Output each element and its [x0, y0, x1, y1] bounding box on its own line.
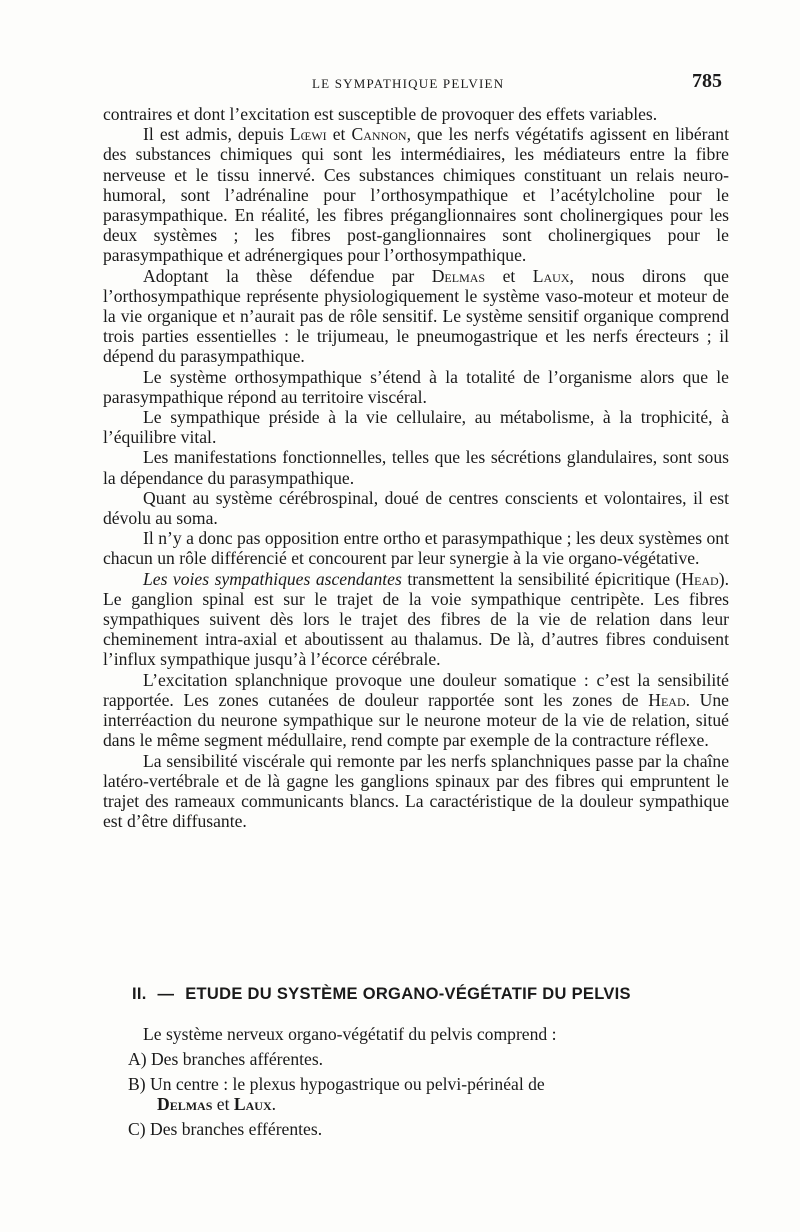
- running-header: [0, 70, 800, 98]
- paragraph: La sensibilité viscérale qui remonte par les nerfs splanchniques passe par la chaîne latéro-vertébrale et de là gagne les ganglions spinaux par des fibres qui empruntent le trajet des rameaux communicants blancs. La caractéristique de la douleur sympathique est d’être diffusante.: [103, 750, 729, 832]
- paragraph: Quant au système cérébrospinal, doué de centres conscients et volontaires, il est dévolu au soma.: [103, 487, 729, 529]
- section-dash: —: [157, 985, 175, 1003]
- paragraph: [103, 569, 729, 670]
- text-run: et: [485, 265, 533, 286]
- list-item-a: A) Des branches afférentes.: [128, 1049, 324, 1069]
- author-name: Delmas: [157, 1094, 213, 1114]
- text-run: et: [212, 1094, 234, 1114]
- page-number: 785: [692, 70, 722, 92]
- paragraph: [103, 670, 729, 751]
- list-item-b: B) Un centre : le plexus hypogastrique ou pelvi-périnéal de: [128, 1074, 545, 1094]
- author-name: Head: [681, 568, 719, 589]
- italic-phrase: Les voies sympathiques ascendantes: [143, 568, 402, 589]
- paragraph: [103, 124, 729, 265]
- text-run: Adoptant la thèse défendue par: [143, 265, 432, 286]
- author-name: Laux: [532, 265, 570, 286]
- text-run: . Une interréaction du neurone sympathique sur le neurone moteur de la vie de relation, situé dans le même segment médullaire, rend compte par exemple de la contracture réflexe.: [103, 689, 729, 751]
- section-heading: [132, 985, 732, 1004]
- text-run: L’excitation splanchnique provoque une douleur somatique : c’est la sensibilité rapportée. Les zones cutanées de douleur rapportée sont les zones de: [103, 669, 729, 710]
- text-run: .: [271, 1094, 277, 1114]
- paragraph: [103, 266, 729, 367]
- list-item-c: C) Des branches efférentes.: [128, 1119, 323, 1139]
- body-text: [103, 104, 729, 831]
- author-name: Delmas: [431, 265, 486, 286]
- paragraph: Le sympathique préside à la vie cellulaire, au métabolisme, à la trophicité, à l’équilibre vital.: [103, 407, 729, 448]
- author-name: Lœwi: [289, 124, 327, 145]
- text-run: et: [326, 124, 352, 145]
- text-run: , que les nerfs végétatifs agissent en libérant des substances chimiques qui sont les intermédiaires, les médiateurs entre la fibre nerveuse et le tissu innervé. Ces substances chimiques constituant un relais neuro-humoral, sont l’adrénaline pour l’orthosympathique et l’acétylcholine pour le parasympathique. En réalité, les fibres préganglionnaires sont cholinergiques pour les deux systèmes ; les fibres post-ganglionnaires sont cholinergiques pour le parasympathique et adrénergiques pour l’orthosympathique.: [103, 124, 729, 266]
- paragraph: Le système orthosympathique s’étend à la totalité de l’organisme alors que le parasympathique répond au territoire viscéral.: [103, 366, 729, 407]
- paragraph: Il n’y a donc pas opposition entre ortho et parasympathique ; les deux systèmes ont chacun un rôle différencié et concourent par leur synergie à la vie organo-végétative.: [103, 528, 729, 569]
- text-run: Il est admis, depuis: [143, 124, 290, 145]
- author-name: Cannon: [351, 124, 407, 145]
- text-run: transmettent la sensibilité épicritique (: [401, 568, 682, 589]
- author-name: Laux: [233, 1094, 272, 1114]
- section-title: ETUDE DU SYSTÈME ORGANO-VÉGÉTATIF DU PELVIS: [185, 985, 631, 1003]
- list-item-b-continuation: [157, 1094, 276, 1115]
- paragraph: Les manifestations fonctionnelles, telles que les sécrétions glandulaires, sont sous la dépendance du parasympathique.: [103, 447, 729, 488]
- list-intro: Le système nerveux organo-végétatif du pelvis comprend :: [143, 1024, 557, 1044]
- text-run: ). Le ganglion spinal est sur le trajet de la voie sympathique centripète. Les fibres sympathiques suivent dès lors le trajet des fibres de la vie de relation dans leur cheminement intra-axial et aboutissent au thalamus. De là, d’autres fibres conduisent l’influx sympathique jusqu’à l’écorce cérébrale.: [103, 568, 729, 670]
- text-run: , nous dirons que l’orthosympathique représente physiologiquement le système vaso-moteur et moteur de la vie organique et n’aurait pas de rôle sensitif. Le système sensitif organique comprend trois parties essentielles : le trijumeau, le pneumogastrique et les nerfs érecteurs ; il dépend du parasympathique.: [103, 265, 729, 367]
- paragraph: contraires et dont l’excitation est susceptible de provoquer des effets variables.: [103, 104, 658, 124]
- running-title: LE SYMPATHIQUE PELVIEN: [312, 76, 505, 91]
- author-name: Head: [648, 689, 686, 710]
- section-number: II.: [132, 985, 147, 1003]
